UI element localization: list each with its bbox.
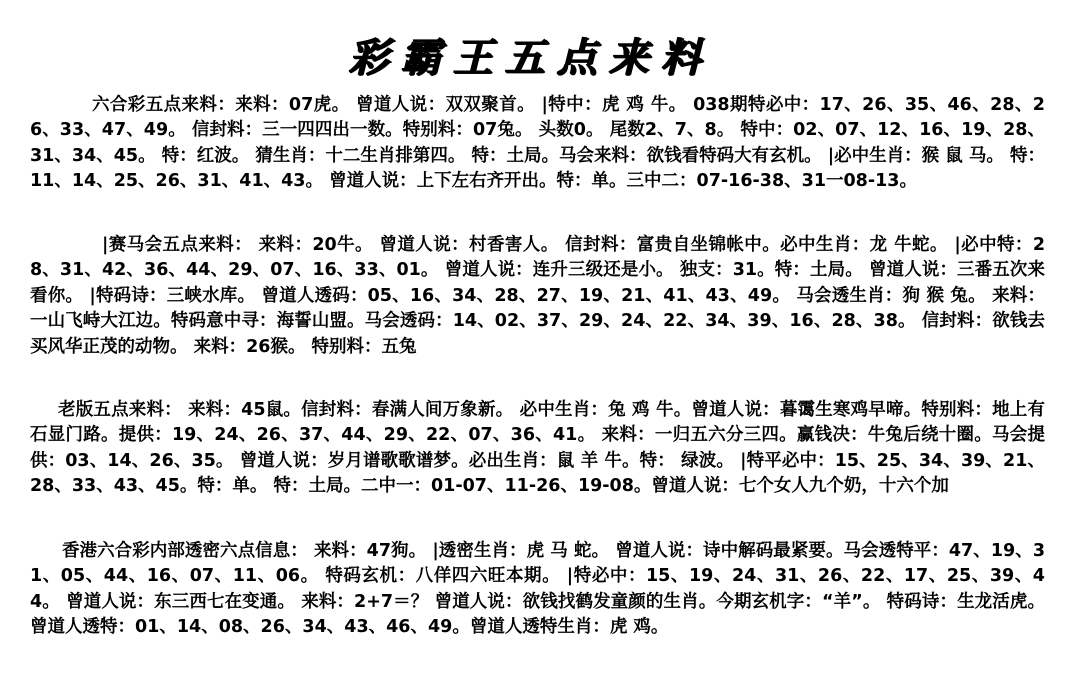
section-text: 老版五点来料： 来料：45鼠。信封料：春满人间万象新。 必中生肖：兔 鸡 牛。曾道人说：暮霭生寒鸡早啼。特别料：地上有石显门路。提供：19、24、26、37、44、29、22、07、36、41。 来料：一归五六分三四。赢钱决：牛兔后绕十圈。马会提供：03、14、26、35。 曾道人说：岁月谱歌歌谱梦。必出生肖：鼠 羊 牛。特： 绿波。 |特平必中：15、25、34、39、21、28、33、43、45。特：单。 特：土局。二中一：01-07、11-26、19-08。曾道人说：七个女人九个奶，十六个加	[30, 400, 1045, 497]
section-laoban	[30, 398, 1045, 500]
section-saimahui	[30, 233, 1045, 360]
page-title: 彩霸王五点来料	[348, 34, 712, 81]
section-text: 香港六合彩内部透密六点信息： 来料：47狗。 |透密生肖：虎 马 蛇。 曾道人说：诗中解码最紧要。马会透特平：47、19、31、05、44、16、07、11、06。 特码玄机：八佯四六旺本期。 |特必中：15、19、24、31、26、22、17、25、39、44。 曾道人说：东三西七在变通。 来料：2+7＝？ 曾道人说：欲钱找鹤发童颜的生肖。今期玄机字：“羊”。 特码诗：生龙活虎。曾道人透特：01、14、08、26、34、43、46、49。曾道人透特生肖：虎 鸡。	[30, 541, 1045, 638]
section-text: 六合彩五点来料：来料：07虎。 曾道人说：双双聚首。 |特中：虎 鸡 牛。 038期特必中：17、26、35、46、28、26、33、47、49。 信封料：三一四四出一数。特别料：07兔。 头数0。 尾数2、7、8。 特中：02、07、12、16、19、28、31、34、45。 特：红波。 猜生肖：十二生肖排第四。 特：土局。马会来料：欲钱看特码大有玄机。 |必中生肖：猴 鼠 马。 特：11、14、25、26、31、41、43。 曾道人说：上下左右齐开出。特：单。三中二：07-16-38、31一08-13。	[30, 95, 1045, 192]
section-liuhecai	[30, 93, 1045, 195]
section-text: |赛马会五点来料： 来料：20牛。 曾道人说：村香害人。 信封料：富贵自坐锦帐中。必中生肖：龙 牛蛇。 |必中特：28、31、42、36、44、29、07、16、33、01。 曾道人说：连升三级还是小。 独支：31。特：土局。 曾道人说：三番五次来看你。 |特码诗：三峡水库。 曾道人透码：05、16、34、28、27、19、21、41、43、49。 马会透生肖：狗 猴 兔。 来料：一山飞峙大江边。特码意中寻：海誓山盟。马会透码：14、02、37、29、24、22、34、39、16、28、38。 信封料：欲钱去买风华正茂的动物。 来料：26猴。 特别料：五兔	[30, 235, 1045, 357]
section-hongkong	[30, 539, 1045, 641]
